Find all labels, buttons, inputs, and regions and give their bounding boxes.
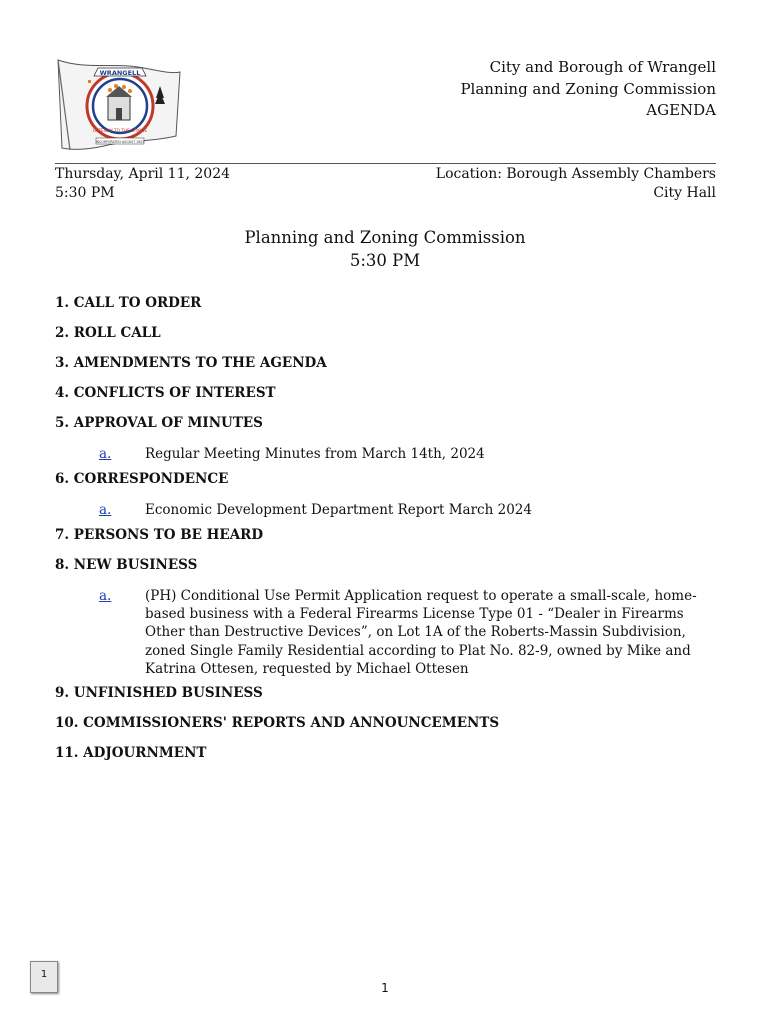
page-thumbnail-badge[interactable]: 1 <box>30 961 58 993</box>
page-title <box>0 226 770 272</box>
agenda-item-unfinished-business: 9. UNFINISHED BUSINESS <box>55 685 263 701</box>
location-venue: City Hall <box>653 185 716 201</box>
title-time: 5:30 PM <box>349 251 421 270</box>
title-commission: Planning and Zoning Commission <box>244 228 526 247</box>
header-commission: Planning and Zoning Commission <box>460 79 716 98</box>
agenda-item-persons-heard: 7. PERSONS TO BE HEARD <box>55 527 264 543</box>
agenda-item-conflicts: 4. CONFLICTS OF INTEREST <box>55 385 276 401</box>
agenda-item-new-business: 8. NEW BUSINESS <box>55 557 198 573</box>
header-city: City and Borough of Wrangell <box>489 58 716 76</box>
minutes-link[interactable]: a. <box>99 446 112 462</box>
agenda-item-adjournment: 11. ADJOURNMENT <box>55 745 207 761</box>
agenda-item-commissioner-reports: 10. COMMISSIONERS' REPORTS AND ANNOUNCEMENTS <box>55 715 500 731</box>
logo-banner-text: WRANGELL <box>99 69 141 77</box>
agenda-item-approval-minutes: 5. APPROVAL OF MINUTES <box>55 415 263 431</box>
cup-link[interactable]: a. <box>99 588 112 604</box>
agenda-item-correspondence: 6. CORRESPONDENCE <box>55 471 229 487</box>
logo-ring-text: GATEWAY TO THE STIKINE <box>92 128 148 133</box>
meeting-date: Thursday, April 11, 2024 <box>55 166 231 182</box>
minutes-text: Regular Meeting Minutes from March 14th, 2024 <box>145 446 485 462</box>
header-agenda: AGENDA <box>646 101 716 119</box>
agenda-item-call-to-order: 1. CALL TO ORDER <box>55 295 202 311</box>
city-seal-logo <box>56 56 182 152</box>
agenda-item-roll-call: 2. ROLL CALL <box>55 325 161 341</box>
report-text: Economic Development Department Report March 2024 <box>145 502 532 518</box>
report-link[interactable]: a. <box>99 502 112 518</box>
location-chambers: Location: Borough Assembly Chambers <box>435 166 716 182</box>
agency-header <box>460 57 716 122</box>
meeting-datetime <box>55 165 230 203</box>
cup-text: (PH) Conditional Use Permit Application request to operate a small-scale, home-based business with a Federal Firearms License Type 01 - “Dealer in Firearms Other than Destructive Devices”, on Lot 1A of the Roberts-Massin Subdivision, zoned Single Family Residential according to Plat No. 82-9, owned by Mike and Katrina Ottesen, requested by Michael Ottesen <box>145 588 697 677</box>
agenda-item-amendments: 3. AMENDMENTS TO THE AGENDA <box>55 355 327 371</box>
header-divider <box>55 163 716 164</box>
meeting-location <box>436 165 716 203</box>
meeting-time: 5:30 PM <box>55 185 115 201</box>
logo-footer-text: INCORPORATED AUGUST 1903 <box>95 139 145 144</box>
page-number: 1 <box>381 981 389 995</box>
